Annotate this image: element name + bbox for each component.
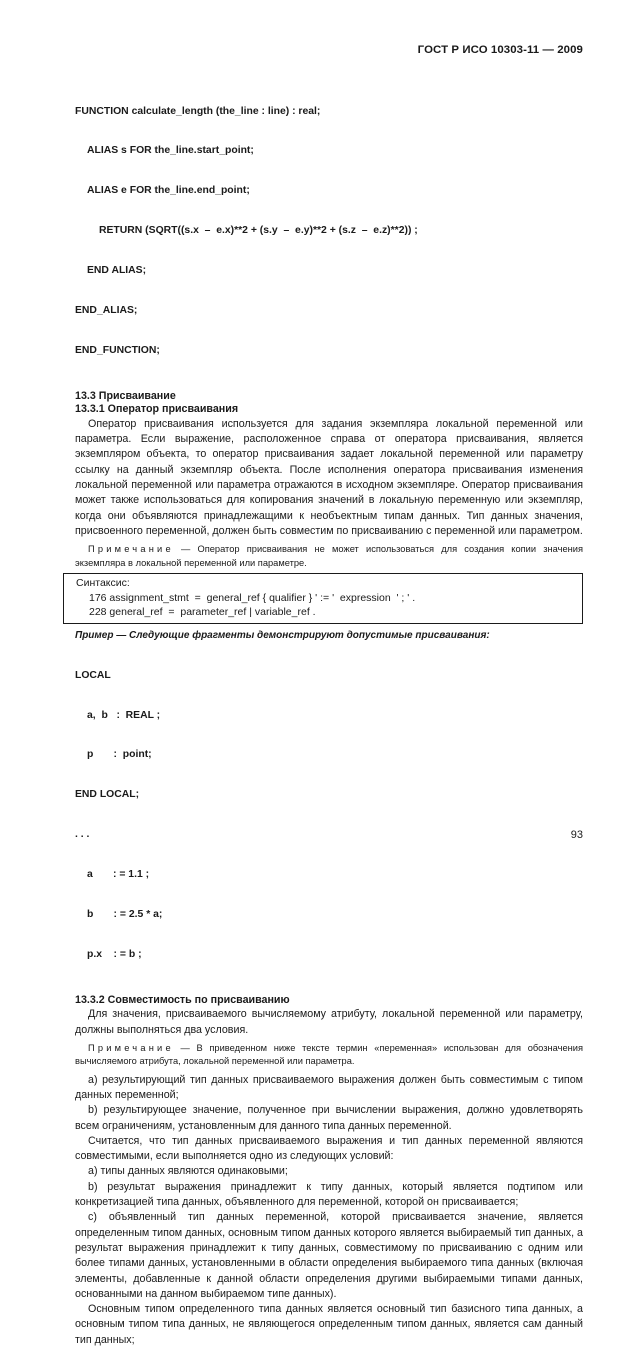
local-code-block	[75, 642, 583, 988]
condition-a: а) типы данных являются одинаковыми;	[88, 1165, 288, 1178]
code-line: a : = 1.1 ;	[87, 869, 150, 881]
condition-c: с) объявленный тип данных переменной, которой присваивается значение, является определенным типом данных, основным типом данных которого является выбираемый тип данных, а результат выражения принадлежит к типу данных, совместимому по присваиванию с одним или более типами данных, установленными в области определения выбираемого типа данных (включая элементы, добавленные к данной области определения другими выбираемыми типами данных, основанными на данном выбираемом типе данных).	[75, 1211, 583, 1300]
section-heading-13-3-2: 13.3.2 Совместимость по присваиванию	[75, 993, 290, 1006]
syntax-rule-176: 176 assignment_stmt = general_ref { qualifier } ' := ' expression ' ; ' .	[89, 591, 416, 604]
function-code-block	[75, 78, 583, 384]
code-line: p : point;	[87, 749, 152, 761]
code-line: ALIAS s FOR the_line.start_point;	[87, 145, 254, 157]
section-heading-13-3-1: 13.3.1 Оператор присваивания	[75, 403, 239, 416]
page-content	[75, 78, 583, 1348]
code-line: END LOCAL;	[75, 789, 140, 801]
code-line: LOCAL	[75, 669, 111, 681]
syntax-box	[63, 573, 583, 624]
code-line: ALIAS e FOR the_line.end_point;	[87, 185, 250, 197]
note-text: — Оператор присваивания не может использоваться для создания копии значения экземпляра в локальной переменной или параметре.	[75, 544, 583, 568]
code-line: . . .	[75, 829, 90, 841]
condition-b: b) результат выражения принадлежит к типу данных, который является подтипом или конкретизацией типа данных, объявленного для переменной, которой он присваивается;	[75, 1180, 583, 1209]
syntax-rule-228: 228 general_ref = parameter_ref | variable_ref .	[89, 606, 316, 619]
section-heading-13-3: 13.3 Присваивание	[75, 389, 176, 402]
list-item-a: а) результирующий тип данных присваиваемого выражения должен быть совместимым с типом данных переменной;	[75, 1073, 583, 1101]
code-line: p.x : = b ;	[87, 948, 142, 960]
list-item-b: b) результирующее значение, полученное при вычислении выражения, должно удовлетворять всем ограничениям, установленным для данного типа данных переменной.	[75, 1104, 583, 1132]
note-label: Примечание	[88, 544, 174, 555]
note-label: Примечание	[88, 1042, 174, 1053]
paragraph-base-type: Основным типом определенного типа данных является основный тип базисного типа данных, а основным типом типа данных, не являющегося определенным типом данных, является сам данный тип данных;	[75, 1303, 583, 1346]
paragraph-compatibility: Считается, что тип данных присваиваемого выражения и тип данных переменной являются совместимыми, если выполняется одно из следующих условий:	[75, 1134, 583, 1163]
code-line: END_FUNCTION;	[75, 344, 160, 356]
code-line: END ALIAS;	[87, 265, 147, 277]
code-line: b : = 2.5 * a;	[87, 908, 163, 920]
syntax-title: Синтаксис:	[76, 577, 130, 590]
page-number: 93	[570, 829, 583, 841]
paragraph-assignment: Оператор присваивания используется для задания экземпляра локальной переменной или параметра. Если выражение, расположенное справа от оператора присваивания, является экземпляром объекта, то оператор присваивания задает локальной переменной или параметру ссылку на данный экземпляр объекта. После исполнения оператора присваивания изменения локальной переменной или параметра отражаются в исходном экземпляре. Оператор присваивания может также использоваться для копирования значений в локальную переменную или экземпляр, когда они объявляются принадлежащими к необъектным типам данных. Тип данных значения, присвоенного переменной, должен быть совместим по присваиванию с переменной или параметром.	[75, 417, 583, 537]
note-1	[75, 543, 583, 570]
note-2	[75, 1042, 583, 1069]
document-header: ГОСТ Р ИСО 10303-11 — 2009	[417, 44, 583, 56]
code-line: RETURN (SQRT((s.x – e.x)**2 + (s.y – e.y)**2 + (s.z – e.z)**2)) ;	[99, 225, 418, 237]
code-line: FUNCTION calculate_length (the_line : line) : real;	[75, 105, 321, 117]
paragraph-conditions: Для значения, присваиваемого вычисляемому атрибуту, локальной переменной или параметру, должны выполняться два условия.	[75, 1008, 583, 1036]
code-line: a, b : REAL ;	[87, 709, 161, 721]
code-line: END_ALIAS;	[75, 305, 138, 317]
note-text: — В приведенном ниже тексте термин «переменная» использован для обозначения вычисляемого атрибута, локальной переменной или параметра.	[75, 1042, 583, 1067]
example-title: Пример — Следующие фрагменты демонстрируют допустимые присваивания:	[75, 629, 490, 641]
